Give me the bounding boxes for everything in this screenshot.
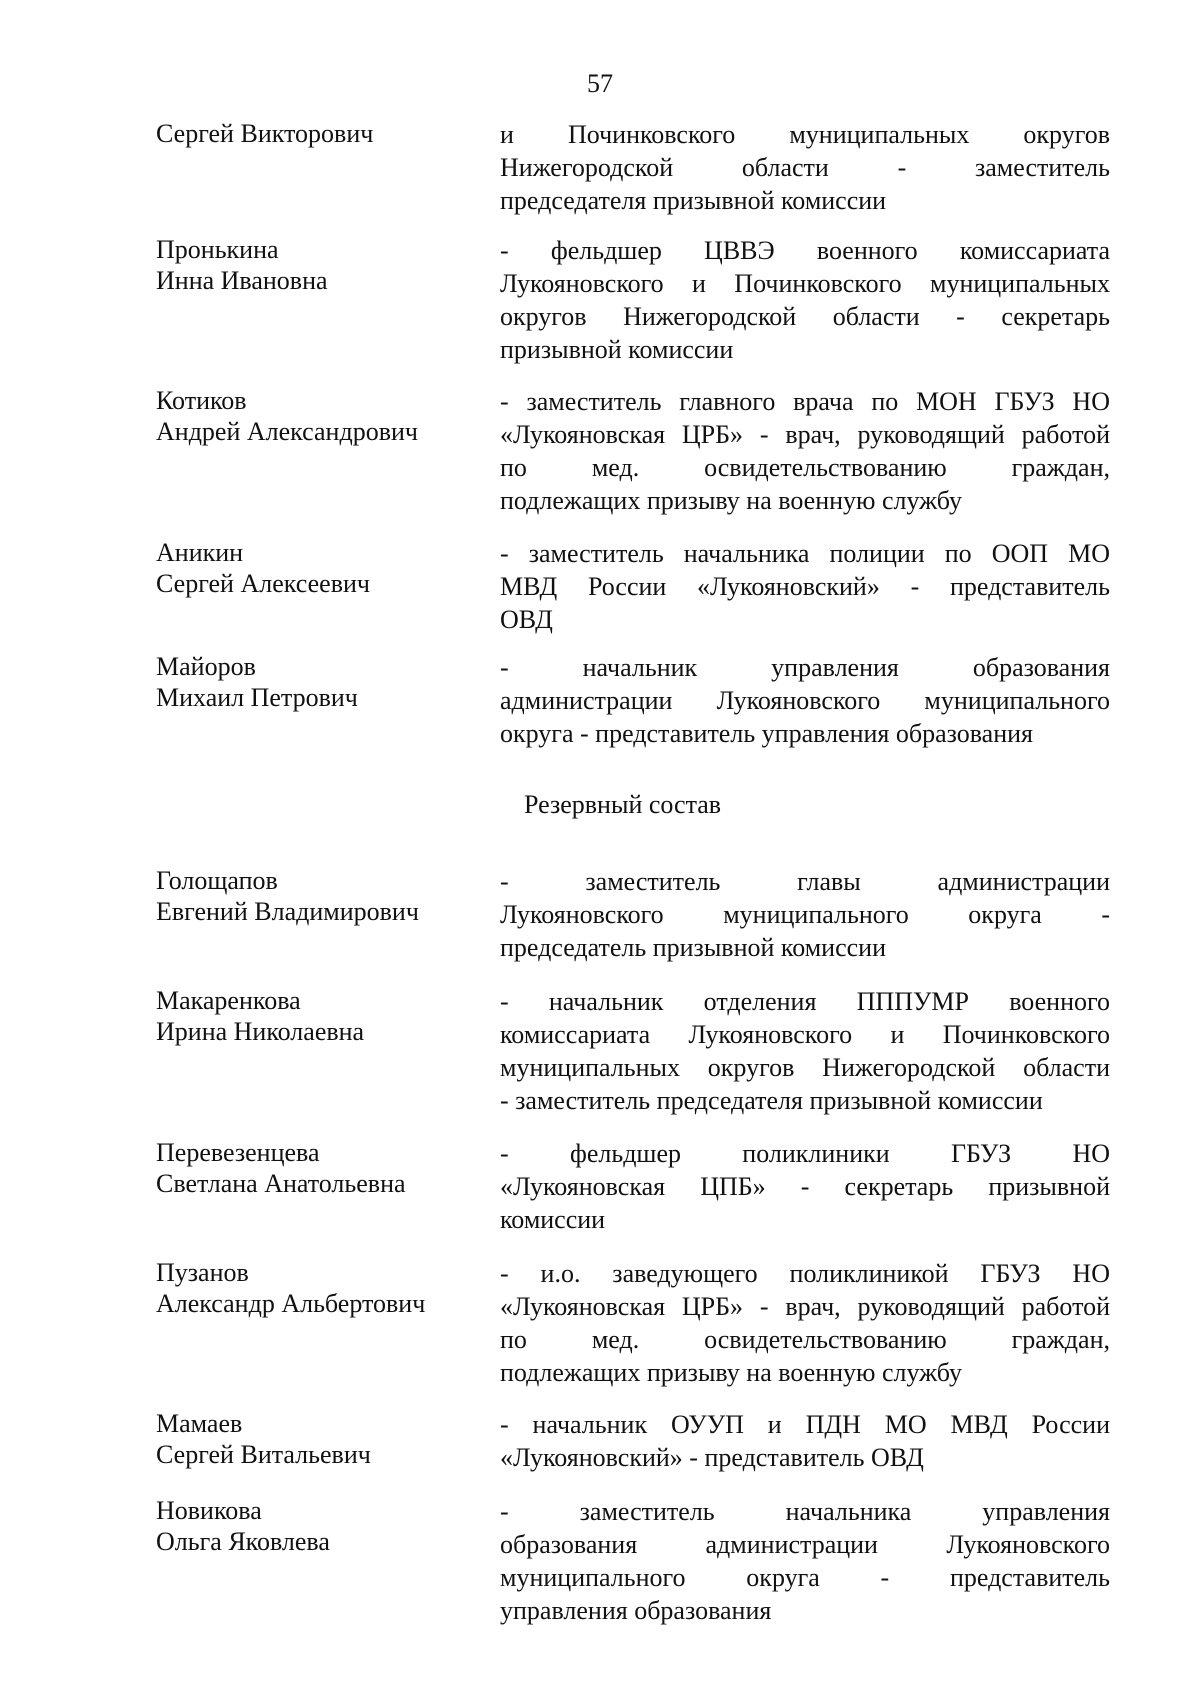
member-role-line: округа - представитель управления образования xyxy=(500,719,1034,748)
member-name-line: Ольга Яковлева xyxy=(156,1527,330,1556)
member-name xyxy=(156,385,466,447)
member-role xyxy=(500,865,1110,964)
member-role-line: подлежащих призыву на военную службу xyxy=(500,1358,962,1387)
member-role-line: «Лукояновская ЦРБ» - врач, руководящий работой xyxy=(500,420,1110,449)
section-heading-reserve: Резервный состав xyxy=(524,790,722,819)
member-role-line: - и.о. заведующего поликлиникой ГБУЗ НО xyxy=(500,1259,1110,1288)
member-role-line: призывной комиссии xyxy=(500,335,734,364)
member-role-line: - начальник отделения ПППУМР военного xyxy=(500,987,1110,1016)
member-role-line: председатель призывной комиссии xyxy=(500,933,886,962)
member-role-line: - заместитель начальника полиции по ООП МО xyxy=(500,539,1110,568)
member-role-line: по мед. освидетельствованию граждан, xyxy=(500,1325,1110,1354)
member-role-line: Лукояновского и Починковского муниципальных xyxy=(500,269,1110,298)
member-role xyxy=(500,651,1110,750)
member-name-line: Александр Альбертович xyxy=(156,1289,426,1318)
member-role xyxy=(500,118,1110,217)
member-role-line: «Лукояновская ЦПБ» - секретарь призывной xyxy=(500,1172,1110,1201)
member-role xyxy=(500,385,1110,517)
member-role xyxy=(500,1408,1110,1474)
member-role xyxy=(500,1137,1110,1236)
member-role-line: - начальник управления образования xyxy=(500,653,1110,682)
member-name-line: Макаренкова xyxy=(156,986,301,1015)
member-name xyxy=(156,537,466,599)
member-role xyxy=(500,234,1110,366)
member-role-line: «Лукояновская ЦРБ» - врач, руководящий работой xyxy=(500,1292,1110,1321)
member-name-line: Сергей Алексеевич xyxy=(156,569,370,598)
member-role-line: образования администрации Лукояновского xyxy=(500,1530,1110,1559)
member-name xyxy=(156,1408,466,1470)
member-role-line: подлежащих призыву на военную службу xyxy=(500,486,962,515)
member-role-line: комиссариата Лукояновского и Починковского xyxy=(500,1020,1110,1049)
member-role xyxy=(500,985,1110,1117)
member-role-line: - заместитель председателя призывной комиссии xyxy=(500,1086,1043,1115)
member-name-line: Михаил Петрович xyxy=(156,683,358,712)
member-name xyxy=(156,118,466,149)
member-role-line: по мед. освидетельствованию граждан, xyxy=(500,453,1110,482)
member-name-line: Перевезенцева xyxy=(156,1138,320,1167)
member-role xyxy=(500,1495,1110,1627)
member-name-line: Новикова xyxy=(156,1496,262,1525)
member-name-line: Сергей Викторович xyxy=(156,119,374,148)
member-name xyxy=(156,234,466,296)
member-name xyxy=(156,1257,466,1319)
member-name-line: Андрей Александрович xyxy=(156,417,418,446)
member-name-line: Светлана Анатольевна xyxy=(156,1169,406,1198)
member-name xyxy=(156,651,466,713)
member-role-line: и Починковского муниципальных округов xyxy=(500,120,1110,149)
member-name-line: Аникин xyxy=(156,538,244,567)
member-role-line: муниципальных округов Нижегородской области xyxy=(500,1053,1110,1082)
member-role-line: муниципального округа - представитель xyxy=(500,1563,1110,1592)
member-name xyxy=(156,985,466,1047)
member-role-line: ОВД xyxy=(500,605,553,634)
member-name xyxy=(156,1137,466,1199)
member-name-line: Евгений Владимирович xyxy=(156,897,419,926)
member-name-line: Котиков xyxy=(156,386,247,415)
member-role-line: - заместитель начальника управления xyxy=(500,1497,1110,1526)
page-number: 57 xyxy=(587,69,613,98)
member-role-line: председателя призывной комиссии xyxy=(500,186,887,215)
member-role xyxy=(500,537,1110,636)
member-role-line: управления образования xyxy=(500,1596,772,1625)
member-name xyxy=(156,865,466,927)
member-role-line: администрации Лукояновского муниципального xyxy=(500,686,1110,715)
member-name-line: Пронькина xyxy=(156,235,279,264)
member-name-line: Мамаев xyxy=(156,1409,243,1438)
member-role-line: округов Нижегородской области - секретарь xyxy=(500,302,1110,331)
member-name-line: Сергей Витальевич xyxy=(156,1440,371,1469)
member-name-line: Голощапов xyxy=(156,866,278,895)
member-name xyxy=(156,1495,466,1557)
member-role-line: - фельдшер поликлиники ГБУЗ НО xyxy=(500,1139,1110,1168)
member-name-line: Пузанов xyxy=(156,1258,249,1287)
member-role-line: МВД России «Лукояновский» - представитель xyxy=(500,572,1110,601)
member-name-line: Майоров xyxy=(156,652,256,681)
member-role-line: - фельдшер ЦВВЭ военного комиссариата xyxy=(500,236,1110,265)
member-role xyxy=(500,1257,1110,1389)
member-role-line: Нижегородской области - заместитель xyxy=(500,153,1110,182)
member-role-line: «Лукояновский» - представитель ОВД xyxy=(500,1443,924,1472)
member-role-line: - начальник ОУУП и ПДН МО МВД России xyxy=(500,1410,1110,1439)
member-role-line: - заместитель главного врача по МОН ГБУЗ НО xyxy=(500,387,1110,416)
member-role-line: комиссии xyxy=(500,1205,606,1234)
member-name-line: Ирина Николаевна xyxy=(156,1017,365,1046)
member-name-line: Инна Ивановна xyxy=(156,266,328,295)
member-role-line: - заместитель главы администрации xyxy=(500,867,1110,896)
member-role-line: Лукояновского муниципального округа - xyxy=(500,900,1110,929)
